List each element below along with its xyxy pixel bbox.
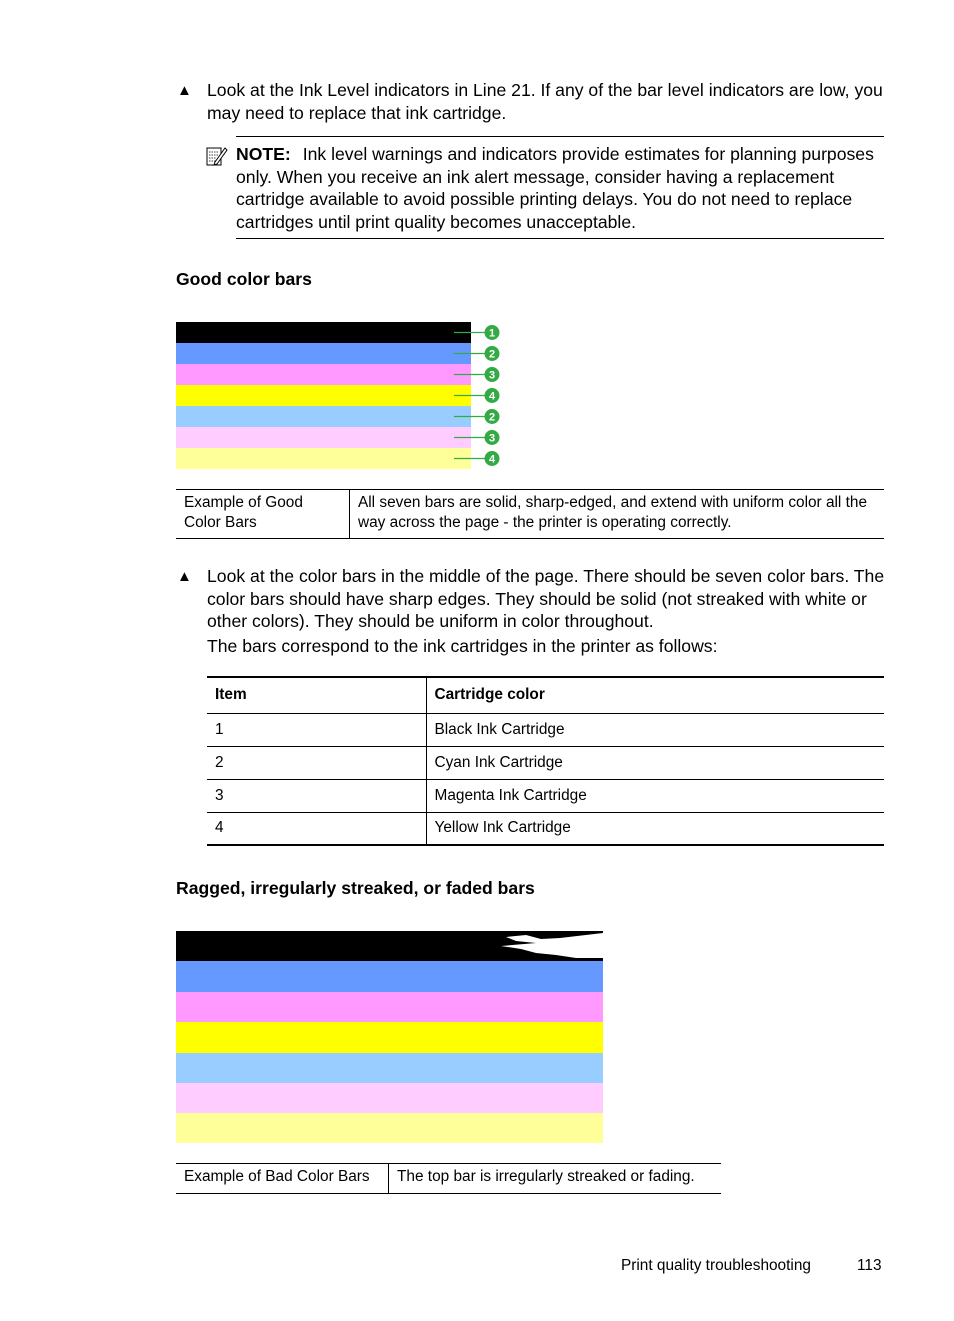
bad-color-bar	[176, 1053, 603, 1083]
footer-section-title: Print quality troubleshooting	[621, 1257, 811, 1274]
note-pencil-icon	[206, 145, 228, 167]
cartridge-name: Cyan Ink Cartridge	[426, 746, 884, 779]
color-bars-instruction: Look at the color bars in the middle of the page. There should be seven color bars. The color bars should have sharp edges. They should be solid (not streaked with white or other colors). They should be uniform in color throughout.	[207, 566, 885, 631]
good-caption-table	[176, 489, 884, 539]
bars-intro: The bars correspond to the ink cartridges in the printer as follows:	[207, 636, 718, 656]
bad-color-bar	[176, 992, 603, 1022]
bad-color-bar	[176, 1113, 603, 1143]
header-item: Item	[207, 677, 426, 713]
item-number: 3	[207, 779, 426, 812]
note-text	[236, 143, 876, 233]
item-number: 2	[207, 746, 426, 779]
bad-caption-text: The top bar is irregularly streaked or fading.	[397, 1168, 695, 1185]
callout-number: 2	[488, 411, 496, 424]
bad-color-bar	[176, 1022, 603, 1053]
table-row	[207, 746, 884, 779]
bullet-marker: ▲	[177, 568, 192, 585]
callout-number: 4	[488, 390, 496, 403]
bullet-marker: ▲	[177, 82, 192, 99]
callout-number: 2	[488, 348, 496, 361]
table-row	[207, 812, 884, 845]
bad-bars-heading: Ragged, irregularly streaked, or faded bars	[176, 878, 535, 898]
bad-color-bars-figure	[176, 931, 603, 1143]
item-number: 1	[207, 713, 426, 746]
good-caption-label: Example of Good Color Bars	[176, 490, 350, 538]
table-row	[207, 713, 884, 746]
bad-caption-label: Example of Bad Color Bars	[176, 1164, 389, 1193]
bad-caption-table	[176, 1163, 721, 1194]
note-body: Ink level warnings and indicators provide estimates for planning purposes only. When you receive an ink alert message, consider having a replacement cartridge available to avoid possible printing delays. You do not need to replace cartridges until print quality becomes unacceptable.	[236, 144, 874, 232]
callout-number: 3	[488, 369, 496, 382]
good-bars-heading: Good color bars	[176, 269, 312, 289]
table-header-row	[207, 677, 884, 713]
cartridge-name: Magenta Ink Cartridge	[426, 779, 884, 812]
cartridge-table	[207, 676, 884, 846]
callout-lines	[176, 322, 506, 469]
cartridge-name: Yellow Ink Cartridge	[426, 812, 884, 845]
callout-number: 1	[488, 327, 496, 340]
ink-level-instruction: Look at the Ink Level indicators in Line 21. If any of the bar level indicators are low, you may need to replace that ink cartridge.	[207, 80, 883, 123]
note-box	[236, 136, 884, 239]
good-caption-text: All seven bars are solid, sharp-edged, and extend with uniform color all the way across the page - the printer is operating correctly.	[358, 494, 868, 531]
page-number: 113	[857, 1257, 882, 1274]
header-cartridge-color: Cartridge color	[426, 677, 884, 713]
cartridge-name: Black Ink Cartridge	[426, 713, 884, 746]
callout-number: 4	[488, 453, 496, 466]
item-number: 4	[207, 812, 426, 845]
callout-number: 3	[488, 432, 496, 445]
good-color-bars-figure	[176, 322, 506, 469]
bad-color-bar	[176, 1083, 603, 1113]
note-label: NOTE:	[236, 144, 291, 164]
bad-color-bar	[176, 961, 603, 992]
streak-mark	[176, 931, 603, 961]
table-row	[207, 779, 884, 812]
